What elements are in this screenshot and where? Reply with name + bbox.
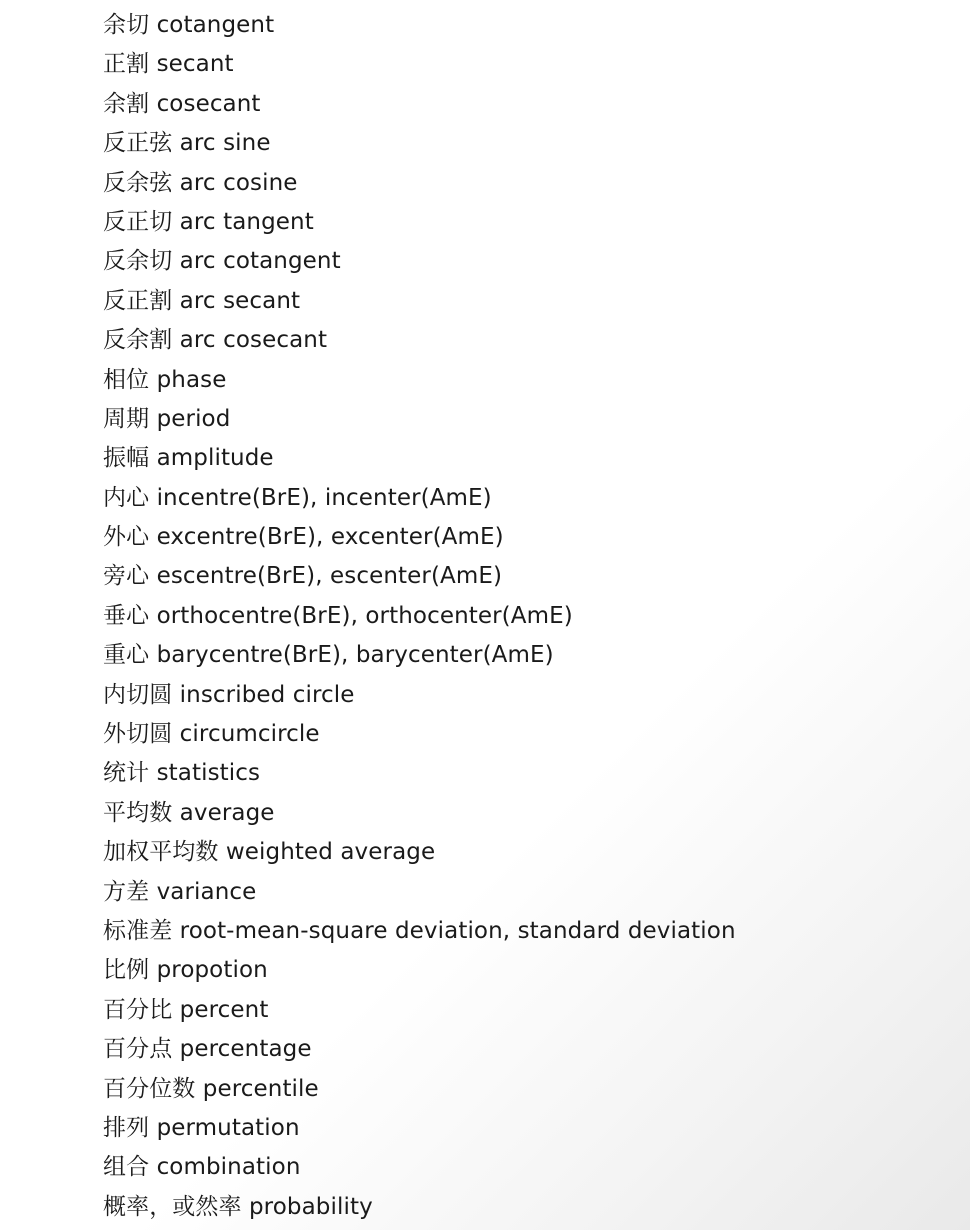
term-english: arc secant [179,287,301,314]
term-chinese: 加权平均数 [103,839,219,866]
glossary-entry [103,676,736,715]
term-english: phase [156,366,227,393]
term-chinese: 统计 [103,760,150,787]
glossary-list [103,6,736,1227]
glossary-entry [103,912,736,951]
glossary-entry [103,85,736,124]
term-english: combination [156,1154,301,1181]
term-english: percentage [179,1036,312,1063]
term-chinese: 标准差 [103,917,173,944]
glossary-entry [103,282,736,321]
glossary-entry [103,1109,736,1148]
term-english: arc cotangent [179,248,341,275]
glossary-entry [103,164,736,203]
term-english: variance [156,878,257,905]
term-chinese: 百分位数 [103,1075,196,1102]
term-chinese: 反余弦 [103,169,173,196]
glossary-entry [103,6,736,45]
term-chinese: 重心 [103,642,150,669]
term-chinese: 余割 [103,90,150,117]
term-english: orthocentre(BrE), orthocenter(AmE) [156,602,573,629]
term-chinese: 反正弦 [103,130,173,157]
glossary-entry [103,557,736,596]
glossary-entry [103,45,736,84]
glossary-entry [103,361,736,400]
term-english: secant [156,51,234,78]
glossary-entry [103,439,736,478]
term-chinese: 百分比 [103,996,173,1023]
glossary-entry [103,400,736,439]
glossary-entry [103,1148,736,1187]
term-english: weighted average [225,839,436,866]
term-english: root-mean-square deviation, standard deviation [179,917,736,944]
term-chinese: 周期 [103,405,150,432]
term-english: excentre(BrE), excenter(AmE) [156,524,504,551]
glossary-entry [103,203,736,242]
term-english: circumcircle [179,721,320,748]
term-english: percent [179,996,269,1023]
glossary-entry [103,597,736,636]
term-chinese: 平均数 [103,799,173,826]
term-chinese: 方差 [103,878,150,905]
term-chinese: 反正切 [103,208,173,235]
term-chinese: 垂心 [103,602,150,629]
glossary-entry [103,1030,736,1069]
glossary-entry [103,833,736,872]
term-chinese: 概率，或然率 [103,1193,242,1220]
glossary-entry [103,518,736,557]
term-english: percentile [202,1075,319,1102]
term-chinese: 相位 [103,366,150,393]
glossary-entry [103,873,736,912]
term-chinese: 振幅 [103,445,150,472]
glossary-entry [103,951,736,990]
term-chinese: 反余切 [103,248,173,275]
term-english: inscribed circle [179,681,355,708]
term-english: probability [248,1193,373,1220]
glossary-entry [103,991,736,1030]
term-chinese: 排列 [103,1114,150,1141]
glossary-entry [103,754,736,793]
term-chinese: 正割 [103,51,150,78]
term-english: period [156,405,231,432]
glossary-entry [103,124,736,163]
glossary-entry [103,1188,736,1227]
glossary-entry [103,1070,736,1109]
term-english: statistics [156,760,261,787]
term-chinese: 组合 [103,1154,150,1181]
term-english: average [179,799,275,826]
term-chinese: 比例 [103,957,150,984]
glossary-entry [103,715,736,754]
term-chinese: 内心 [103,484,150,511]
term-english: arc sine [179,130,271,157]
glossary-entry [103,794,736,833]
term-english: permutation [156,1114,300,1141]
term-english: arc cosine [179,169,298,196]
term-english: cosecant [156,90,261,117]
glossary-entry [103,479,736,518]
term-chinese: 外切圆 [103,721,173,748]
term-chinese: 旁心 [103,563,150,590]
term-chinese: 外心 [103,524,150,551]
term-english: barycentre(BrE), barycenter(AmE) [156,642,554,669]
term-english: amplitude [156,445,274,472]
glossary-entry [103,321,736,360]
term-chinese: 余切 [103,12,150,38]
glossary-entry [103,242,736,281]
term-english: incentre(BrE), incenter(AmE) [156,484,492,511]
term-english: arc cosecant [179,327,328,354]
term-english: cotangent [156,12,275,38]
term-chinese: 反正割 [103,287,173,314]
term-english: escentre(BrE), escenter(AmE) [156,563,503,590]
term-chinese: 百分点 [103,1036,173,1063]
term-english: propotion [156,957,268,984]
glossary-entry [103,636,736,675]
term-chinese: 反余割 [103,327,173,354]
term-english: arc tangent [179,208,314,235]
term-chinese: 内切圆 [103,681,173,708]
